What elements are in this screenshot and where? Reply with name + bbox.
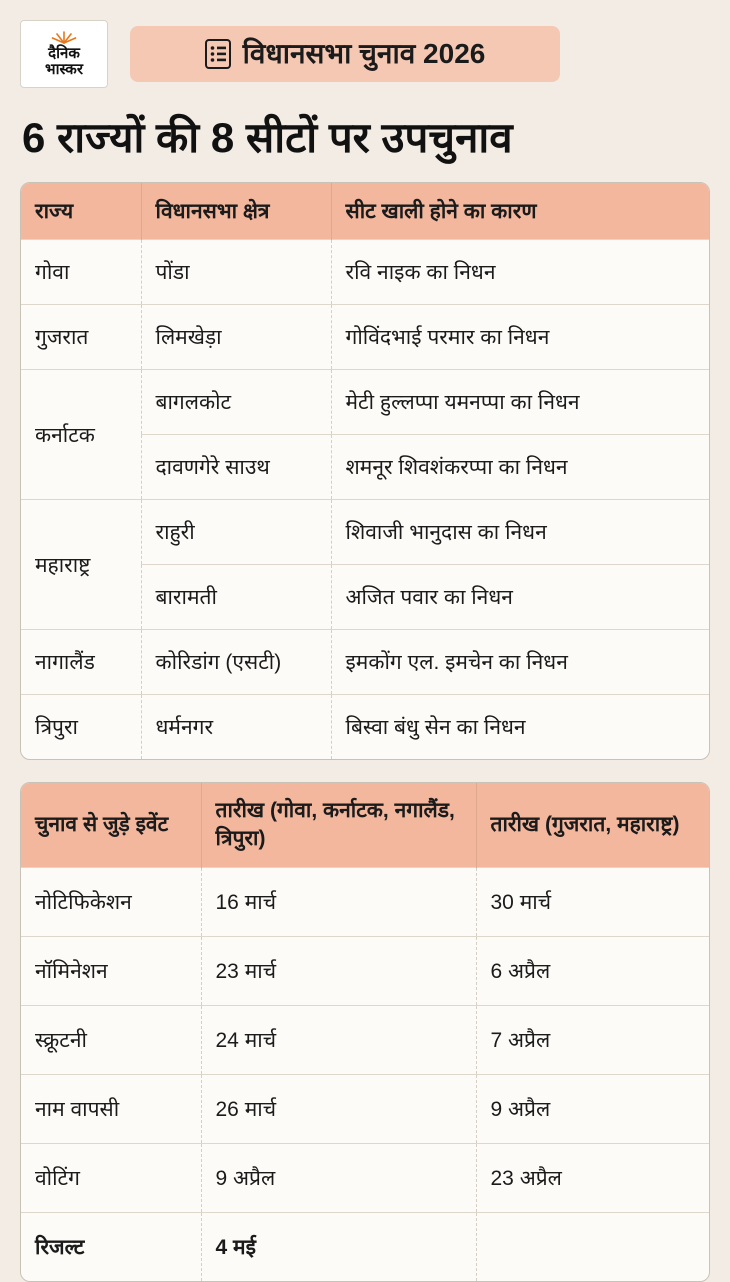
table-row <box>21 305 709 370</box>
cell-date-group-1: 9 अप्रैल <box>201 1144 476 1213</box>
table-row <box>21 1144 709 1213</box>
cell-event: वोटिंग <box>21 1144 201 1213</box>
header <box>20 18 710 90</box>
cell-state: त्रिपुरा <box>21 695 141 760</box>
cell-constituency: बारामती <box>141 565 331 630</box>
cell-date-group-1: 4 मई <box>201 1213 476 1282</box>
cell-state: नागालैंड <box>21 630 141 695</box>
cell-date-group-2 <box>476 1213 709 1282</box>
seats-table <box>21 183 709 759</box>
cell-constituency: बागलकोट <box>141 370 331 435</box>
seats-table-card <box>20 182 710 760</box>
cell-reason: मेटी हुल्लप्पा यमनप्पा का निधन <box>331 370 709 435</box>
logo-line-2: भास्कर <box>45 60 83 78</box>
table-row <box>21 240 709 305</box>
cell-constituency: कोरिडांग (एसटी) <box>141 630 331 695</box>
cell-date-group-2: 6 अप्रैल <box>476 937 709 1006</box>
schedule-table <box>21 783 709 1281</box>
cell-reason: शमनूर शिवशंकरप्पा का निधन <box>331 435 709 500</box>
table-row <box>21 630 709 695</box>
cell-date-group-2: 9 अप्रैल <box>476 1075 709 1144</box>
column-header-date-group-2: तारीख (गुजरात, महाराष्ट्र) <box>476 783 709 868</box>
cell-state: कर्नाटक <box>21 370 141 500</box>
publisher-logo <box>20 20 108 88</box>
cell-reason: शिवाजी भानुदास का निधन <box>331 500 709 565</box>
cell-event: नाम वापसी <box>21 1075 201 1144</box>
cell-constituency: पोंडा <box>141 240 331 305</box>
cell-state: गोवा <box>21 240 141 305</box>
cell-event: स्क्रूटनी <box>21 1006 201 1075</box>
cell-date-group-2: 30 मार्च <box>476 868 709 937</box>
seats-table-header-row <box>21 183 709 240</box>
title-pill <box>130 26 560 82</box>
column-header-date-group-1: तारीख (गोवा, कर्नाटक, नगालैंड, त्रिपुरा) <box>201 783 476 868</box>
cell-constituency: लिमखेड़ा <box>141 305 331 370</box>
cell-date-group-1: 26 मार्च <box>201 1075 476 1144</box>
table-row <box>21 695 709 760</box>
cell-reason: इमकोंग एल. इमचेन का निधन <box>331 630 709 695</box>
column-header-reason: सीट खाली होने का कारण <box>331 183 709 240</box>
cell-reason: अजित पवार का निधन <box>331 565 709 630</box>
cell-constituency: राहुरी <box>141 500 331 565</box>
cell-date-group-1: 24 मार्च <box>201 1006 476 1075</box>
cell-reason: बिस्वा बंधु सेन का निधन <box>331 695 709 760</box>
table-row <box>21 1213 709 1282</box>
column-header-event: चुनाव से जुड़े इवेंट <box>21 783 201 868</box>
cell-date-group-1: 23 मार्च <box>201 937 476 1006</box>
table-row <box>21 500 709 565</box>
cell-event: रिजल्ट <box>21 1213 201 1282</box>
table-row <box>21 937 709 1006</box>
schedule-table-header-row <box>21 783 709 868</box>
cell-reason: रवि नाइक का निधन <box>331 240 709 305</box>
cell-event: नॉमिनेशन <box>21 937 201 1006</box>
cell-date-group-1: 16 मार्च <box>201 868 476 937</box>
table-row <box>21 1006 709 1075</box>
cell-constituency: धर्मनगर <box>141 695 331 760</box>
table-row <box>21 370 709 435</box>
sun-rays-icon <box>51 31 77 44</box>
title-pill-label: विधानसभा चुनाव 2026 <box>242 38 486 69</box>
table-row <box>21 1075 709 1144</box>
cell-event: नोटिफिकेशन <box>21 868 201 937</box>
column-header-state: राज्य <box>21 183 141 240</box>
page-title: 6 राज्यों की 8 सीटों पर उपचुनाव <box>22 114 513 161</box>
logo-line-1: दैनिक <box>48 44 80 62</box>
schedule-table-card <box>20 782 710 1282</box>
cell-reason: गोविंदभाई परमार का निधन <box>331 305 709 370</box>
cell-date-group-2: 23 अप्रैल <box>476 1144 709 1213</box>
list-document-icon <box>205 39 231 69</box>
cell-date-group-2: 7 अप्रैल <box>476 1006 709 1075</box>
cell-constituency: दावणगेरे साउथ <box>141 435 331 500</box>
column-header-constituency: विधानसभा क्षेत्र <box>141 183 331 240</box>
cell-state: महाराष्ट्र <box>21 500 141 630</box>
table-row <box>21 868 709 937</box>
cell-state: गुजरात <box>21 305 141 370</box>
